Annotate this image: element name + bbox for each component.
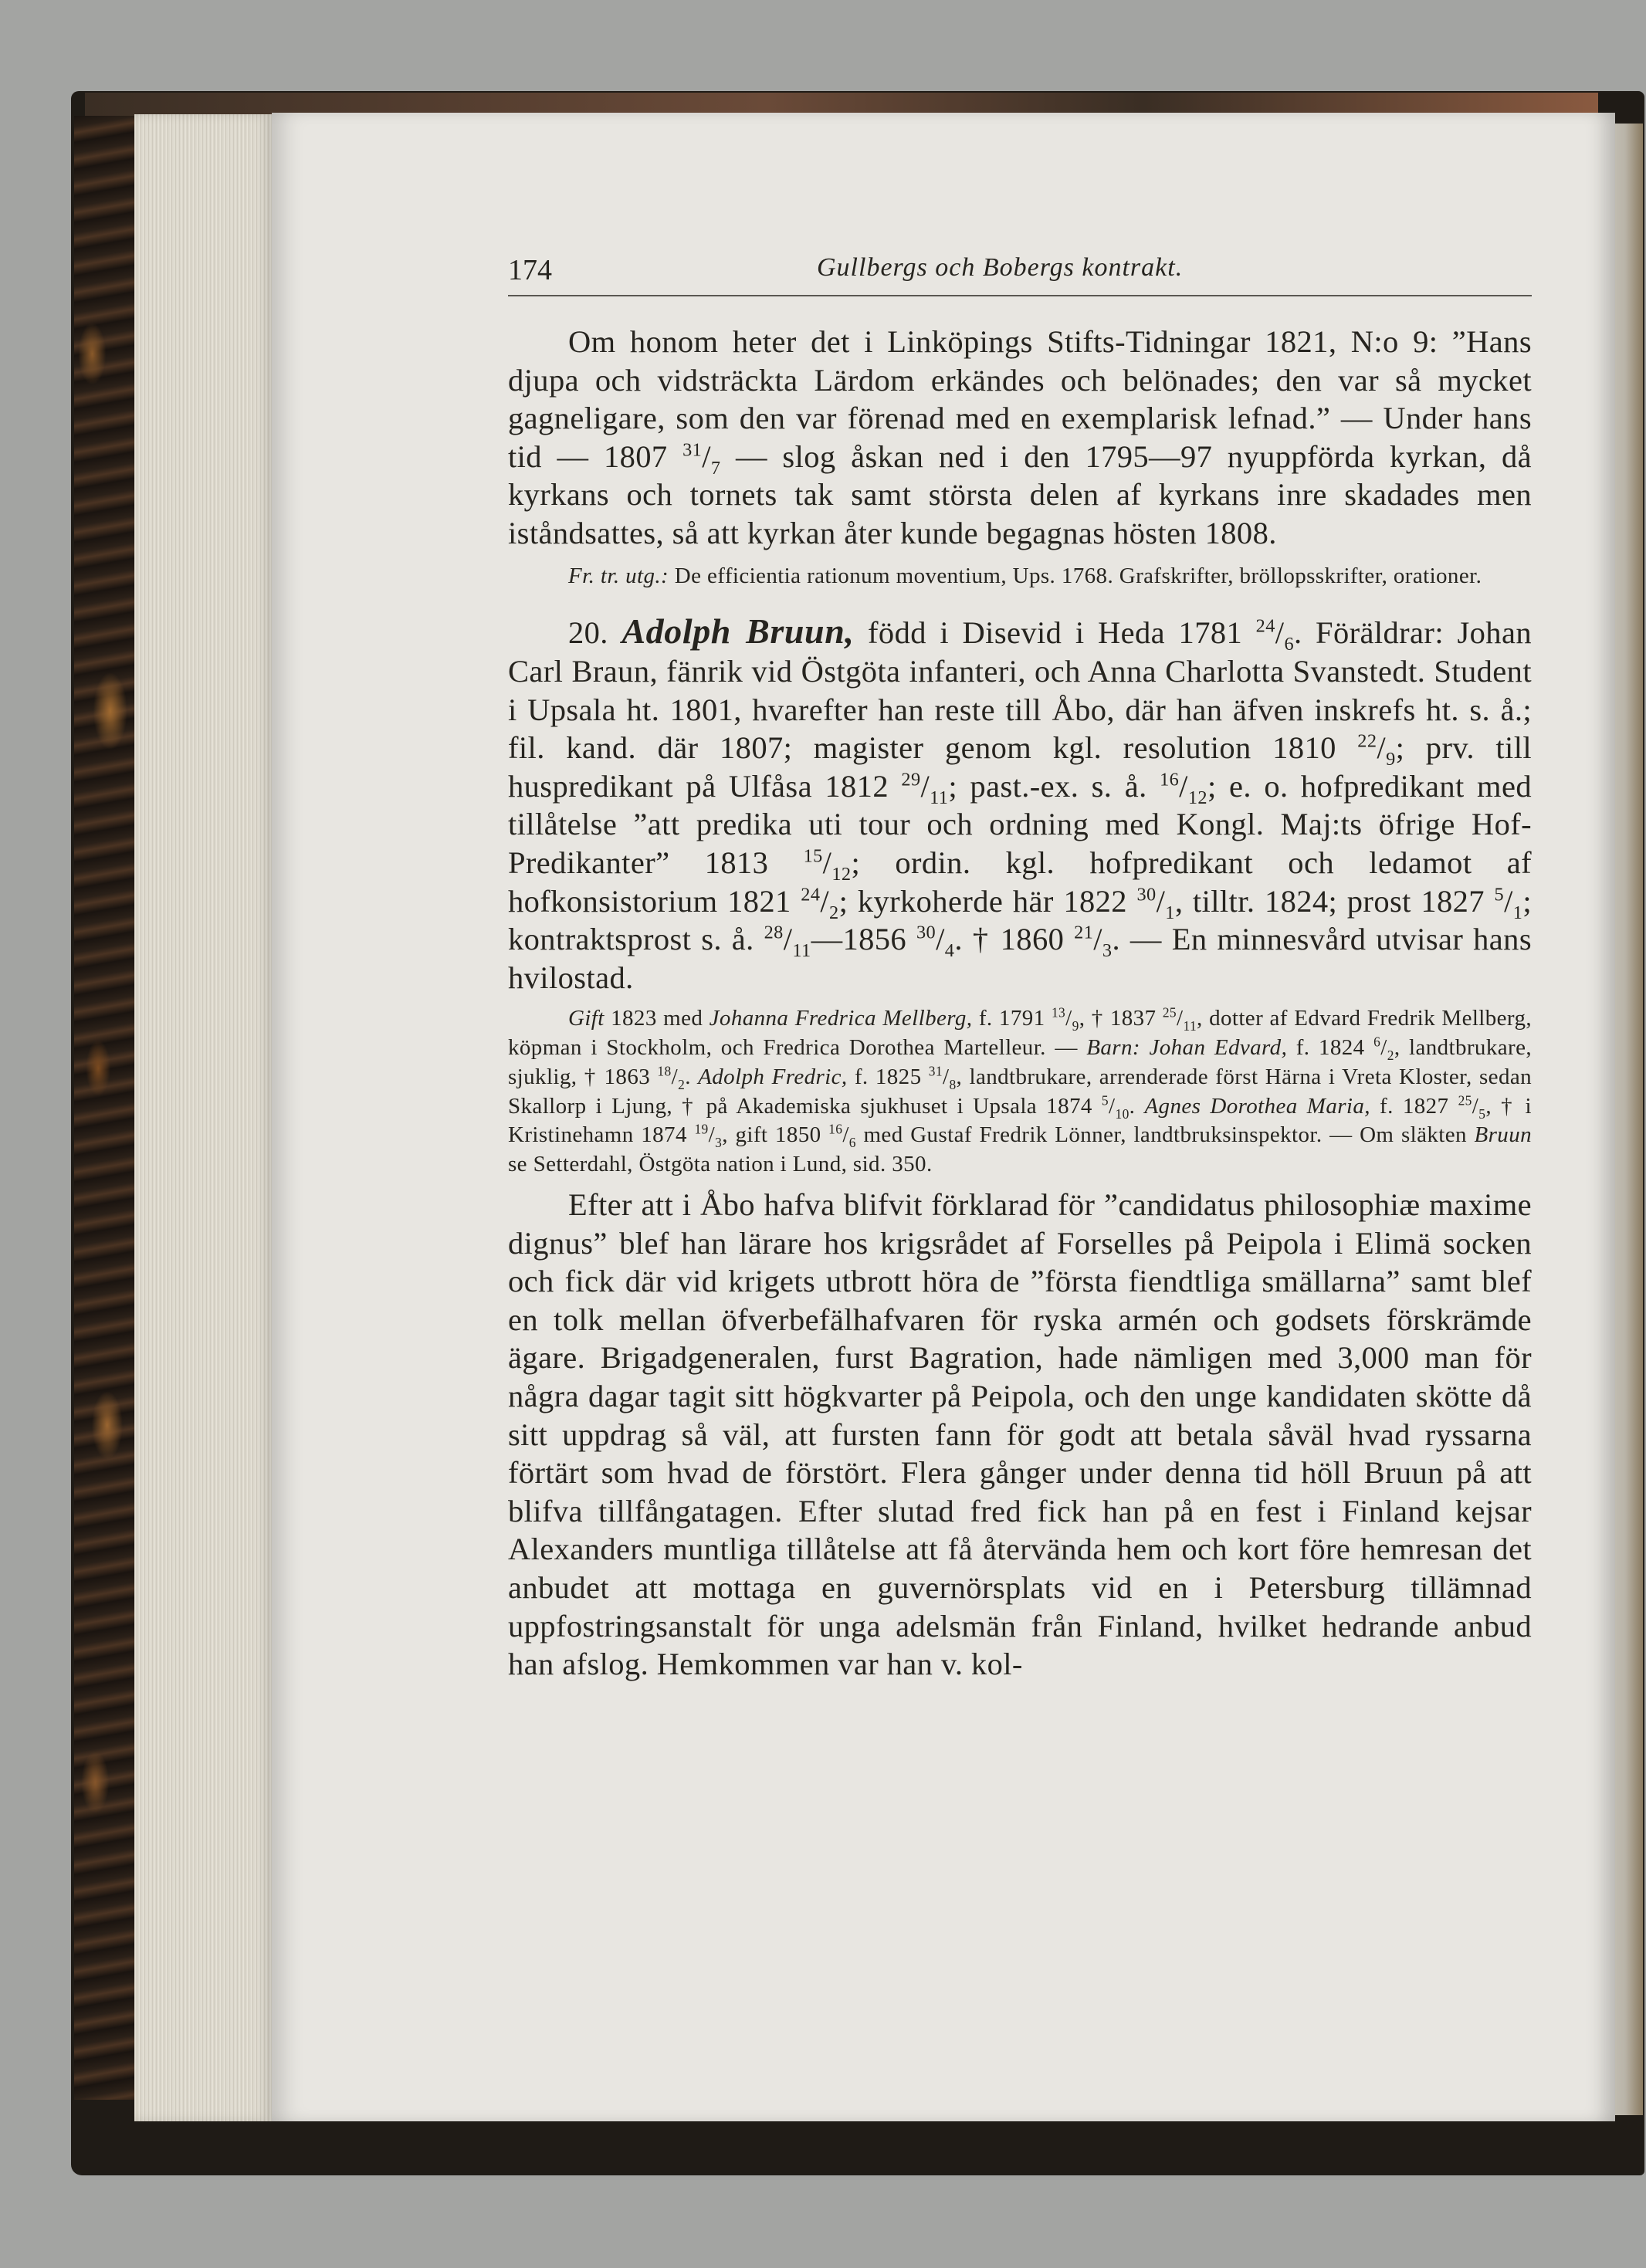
- page-header: [508, 247, 1532, 296]
- fraction-numerator: 28: [764, 922, 784, 943]
- fraction-denominator: 6: [1284, 634, 1294, 655]
- text-run: , gift 1850: [722, 1122, 829, 1148]
- text-block: [508, 247, 1532, 1684]
- text-run: ; kyrkoherde här 1822: [838, 883, 1137, 919]
- text-run: . Föräldrar: Johan Carl Braun, fänrik vid Östgöta infanteri, och Anna Charlotta Svanstedt. Student i Upsala ht. 1801, hvarefter han reste till Åbo, där han äfven inskrefs ht. s. å.; fil. kand. där 1807; magister genom kgl. resolution 1810: [508, 615, 1532, 766]
- italic-run: Agnes Dorothea Maria,: [1144, 1093, 1370, 1119]
- text-run: De efficientia rationum moventium, Ups. 1768. Grafskrifter, bröllopsskrifter, orationer.: [669, 563, 1482, 588]
- running-head: Gullbergs och Bobergs kontrakt.: [817, 253, 1184, 282]
- fraction-numerator: 13: [1051, 1004, 1066, 1021]
- italic-run: Gift: [568, 1006, 605, 1031]
- italic-run: Fr. tr. utg.:: [568, 563, 669, 588]
- fraction-denominator: 9: [1072, 1018, 1079, 1034]
- paragraph-tidningar: Om honom heter det i Linköpings Stifts-Tidningar 1821, N:o 9: ”Hans djupa och vidsträckta Lärdom erkändes och belönades; den var så mycket gagneligare, som den var förenad med en exemplarisk lefnad.” — Under hans tid — 1807 $^{31}/_7$ — slog åskan ned i den 1795—97 nyuppförda kyrkan, då kyrkans och tornets tak samt största delen af kyrkans inre skadades men iståndsattes, så att kyrkan åter kunde begagnas hösten 1808.: [508, 324, 1532, 550]
- text-run: —1856: [811, 922, 916, 957]
- text-run: Om honom heter det i Linköpings Stifts-Tidningar 1821, N:o 9: ”Hans djupa och vidsträckta Lärdom erkändes och belönades; den var så mycket gagneligare, som den var förenad med en exemplarisk lefnad.” — Under hans tid — 1807: [508, 324, 1532, 474]
- fraction-numerator: 18: [657, 1063, 672, 1079]
- fraction-numerator: 5: [1494, 884, 1505, 906]
- fraction-denominator: 11: [930, 787, 949, 808]
- text-run: 1823 med: [604, 1006, 710, 1031]
- fraction-denominator: 5: [1478, 1105, 1486, 1122]
- text-run: , landtbrukare, arrenderade först Härna i Vreta Kloster, sedan Skallorp i Ljung, † på Akademiska sjukhuset i Upsala 1874: [508, 1064, 1533, 1119]
- fraction-denominator: 3: [1102, 940, 1113, 962]
- fraction-denominator: 8: [949, 1076, 957, 1092]
- text-run: f. 1824: [1287, 1035, 1374, 1061]
- fraction-numerator: 19: [694, 1121, 709, 1137]
- fraction-denominator: 11: [1183, 1018, 1197, 1034]
- fraction-numerator: 30: [916, 922, 936, 943]
- fraction-denominator: 1: [1165, 902, 1175, 923]
- text-run: , dotter af Edvard Fredrik Mellberg, köpman i Stockholm, och Fredrica Dorothea Martelleur. —: [508, 1006, 1533, 1061]
- text-run: , † i Kristinehamn 1874: [508, 1093, 1533, 1148]
- text-run: , tilltr. 1824; prost 1827: [1174, 883, 1495, 919]
- fraction-denominator: 3: [715, 1135, 723, 1151]
- fraction-numerator: 29: [901, 769, 921, 790]
- text-run: ; kontraktsprost s. å.: [508, 883, 1532, 957]
- text-run: född i Disevid i Heda 1781: [854, 615, 1256, 651]
- paragraph-biography: Efter att i Åbo hafva blifvit förklarad för ”candidatus philosophiæ maxime dignus” blef han lärare hos krigsrådet af Forselles på Peipola i Elimä socken och fick där vid krigets utbrott höra de ”första fiendtliga smällarna” samt blef en tolk mellan öfverbefälhafvaren för ryska armén och godsets förskrämde ägare. Brigadgeneralen, furst Bagration, hade nämligen med 3,000 man för några dagar tagit sitt högkvarter på Peipola, och den unge kandidaten skötte då sitt uppdrag så väl, att fursten fann för godt att betala såväl hvad ryssarna förtärt som hvad de förstört. Flera gånger under denna tid höll Bruun på att blifva tillfångatagen. Efter slutad fred fick han på en fest i Finland kejsar Alexanders muntliga tillåtelse att få återvända hem och kort före hemresan det anbudet att mottaga en guvernörsplats vid en i Petersburg tillämnad uppfostringsanstalt för unga adelsmän från Finland, hvilket hedrande anbud han afslog. Hemkommen var han v. kol-: [508, 1187, 1532, 1682]
- fraction-numerator: 16: [828, 1121, 843, 1137]
- fraction-numerator: 15: [803, 845, 823, 867]
- fraction-denominator: 11: [792, 940, 811, 962]
- fraction-denominator: 2: [678, 1076, 686, 1092]
- text-run: , † 1837: [1079, 1006, 1163, 1031]
- text-run: f. 1827: [1370, 1093, 1458, 1119]
- fraction-denominator: 6: [848, 1135, 856, 1151]
- fraction-numerator: 16: [1160, 769, 1180, 790]
- text-run: — slog åskan ned i den 1795—97 nyuppförda kyrkan, då kyrkans och tornets tak samt största delen af kyrkans inre skadades men iståndsattes, så att kyrkan åter kunde begagnas hösten 1808.: [508, 438, 1532, 550]
- text-run: se Setterdahl, Östgöta nation i Lund, sid. 350.: [508, 1152, 933, 1177]
- fraction-numerator: 6: [1373, 1034, 1381, 1050]
- italic-run: Barn: Johan Edvard,: [1086, 1035, 1288, 1061]
- fraction-denominator: 2: [1387, 1047, 1394, 1063]
- text-run: . — En minnesvård utvisar hans hvilostad.: [508, 922, 1532, 995]
- fraction-denominator: 12: [1187, 787, 1207, 808]
- paragraph-family: Gift 1823 med Johanna Fredrica Mellberg, f. 1791 $^{13}/_9$, † 1837 $^{25}/_{11}$, dotter af Edvard Fredrik Mellberg, köpman i Stockholm, och Fredrica Dorothea Martelleur. — Barn: Johan Edvard, f. 1824 $^6/_2$, landtbrukare, sjuklig, † 1863 $^{18}/_2$. Adolph Fredric, f. 1825 $^{31}/_8$, landtbrukare, arrenderade först Härna i Vreta Kloster, sedan Skallorp i Ljung, † på Akademiska sjukhuset i Upsala 1874 $^5/_{10}$. Agnes Dorothea Maria, f. 1827 $^{25}/_5$, † i Kristinehamn 1874 $^{19}/_3$, gift 1850 $^{16}/_6$ med Gustaf Fredrik Lönner, landtbruksinspektor. — Om släkten Bruun se Setterdahl, Östgöta nation i Lund, sid. 350.: [508, 1004, 1533, 1177]
- fraction-numerator: 31: [682, 439, 703, 461]
- text-run: ; prv. till huspredikant på Ulfåsa 1812: [508, 730, 1532, 804]
- fraction-denominator: 4: [944, 940, 955, 962]
- fraction-denominator: 12: [831, 864, 852, 885]
- fraction-numerator: 25: [1162, 1004, 1177, 1021]
- text-run: ; ordin. kgl. hofpredikant och ledamot af hofkonsistorium 1821: [508, 845, 1532, 919]
- entry-name: Adolph Bruun,: [621, 611, 855, 652]
- italic-run: Johanna Fredrica Mellberg,: [709, 1006, 973, 1031]
- text-run: f. 1825: [847, 1064, 929, 1089]
- fraction-denominator: 10: [1115, 1105, 1130, 1122]
- text-run: . † 1860: [954, 922, 1075, 957]
- page-stack-edges: [134, 114, 273, 2121]
- italic-run: Adolph Fredric,: [698, 1064, 848, 1089]
- text-run: .: [1129, 1093, 1145, 1119]
- text-run: ; e. o. hofpredikant med tillåtelse ”att predika uti tour och ordning med Kongl. Maj:ts öfrige Hof-Predikanter” 1813: [508, 768, 1532, 880]
- text-run: med Gustaf Fredrik Lönner, landtbruksinspektor. — Om släkten: [855, 1122, 1475, 1148]
- paragraph-bruun: 20. Adolph Bruun, född i Disevid i Heda 1781 $^{24}/_6$. Föräldrar: Johan Carl Braun, fänrik vid Östgöta infanteri, och Anna Charlotta Svanstedt. Student i Upsala ht. 1801, hvarefter han reste till Åbo, där han äfven inskrefs ht. s. å.; fil. kand. där 1807; magister genom kgl. resolution 1810 $^{22}/_9$; prv. till huspredikant på Ulfåsa 1812 $^{29}/_{11}$; past.-ex. s. å. $^{16}/_{12}$; e. o. hofpredikant med tillåtelse ”att predika uti tour och ordning med Kongl. Maj:ts öfrige Hof-Predikanter” 1813 $^{15}/_{12}$; ordin. kgl. hofpredikant och ledamot af hofkonsistorium 1821 $^{24}/_2$; kyrkoherde här 1822 $^{30}/_1$, tilltr. 1824; prost 1827 $^5/_1$; kontraktsprost s. å. $^{28}/_{11}—1856$ $^{30}/_4$. † 1860 $^{21}/_3$. — En minnesvård utvisar hans hvilostad.: [508, 611, 1532, 995]
- text-run: , landtbrukare, sjuklig, † 1863: [508, 1035, 1532, 1089]
- fraction-denominator: 2: [829, 902, 839, 923]
- fraction-numerator: 22: [1357, 730, 1377, 752]
- text-run: ; past.-ex. s. å.: [948, 768, 1160, 804]
- fraction-denominator: 7: [710, 457, 721, 479]
- fraction-numerator: 30: [1136, 884, 1157, 906]
- text-run: f. 1791: [972, 1006, 1052, 1031]
- text-run: .: [685, 1064, 699, 1089]
- fraction-numerator: 24: [801, 884, 821, 906]
- fraction-denominator: 9: [1386, 749, 1396, 770]
- marbled-cover-board: [74, 116, 134, 2100]
- fraction-denominator: 1: [1512, 902, 1523, 923]
- fraction-numerator: 31: [928, 1063, 943, 1079]
- paragraph-works: [508, 562, 1532, 591]
- entry-number: 20.: [568, 615, 622, 651]
- fraction-numerator: 21: [1074, 922, 1094, 943]
- fraction-numerator: 5: [1101, 1092, 1109, 1109]
- fraction-numerator: 24: [1255, 615, 1275, 637]
- fraction-numerator: 25: [1458, 1092, 1472, 1109]
- italic-run: Bruun: [1474, 1122, 1532, 1148]
- page-number: 174: [508, 254, 552, 286]
